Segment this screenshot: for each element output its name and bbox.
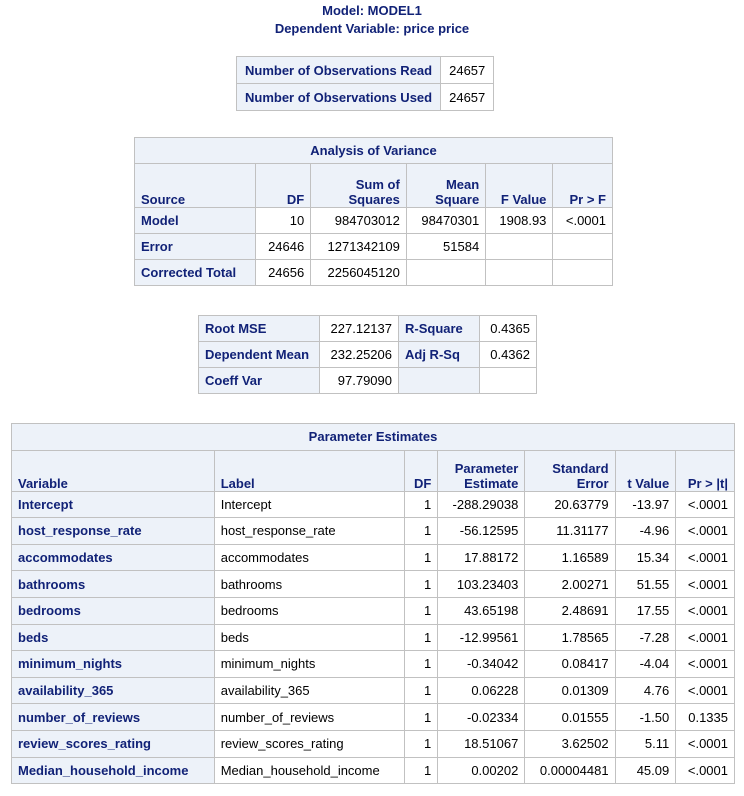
param-df: 1: [404, 677, 438, 704]
param-standard-error: 3.62502: [525, 730, 615, 757]
param-standard-error: 0.08417: [525, 651, 615, 678]
fit-value: 227.12137: [320, 316, 399, 342]
anova-df: 10: [256, 208, 311, 234]
param-p-value: <.0001: [676, 518, 735, 545]
fit-statistics-table: [198, 315, 537, 394]
table-row: [12, 651, 735, 678]
table-row: [135, 234, 613, 260]
titles-block: [0, 2, 744, 38]
param-p-value: <.0001: [676, 677, 735, 704]
param-p-value: <.0001: [676, 544, 735, 571]
param-standard-error: 0.01555: [525, 704, 615, 731]
param-df: 1: [404, 730, 438, 757]
anova-ss: 1271342109: [311, 234, 407, 260]
fit-value: 0.4362: [480, 342, 537, 368]
param-standard-error: 0.01309: [525, 677, 615, 704]
param-standard-error: 1.78565: [525, 624, 615, 651]
col-header-standard-error: Standard Error: [525, 450, 615, 491]
param-t-value: 15.34: [615, 544, 676, 571]
table-row: [237, 84, 494, 111]
table-row: [199, 342, 537, 368]
param-estimate: 0.06228: [438, 677, 525, 704]
fit-label: Root MSE: [199, 316, 320, 342]
param-estimate: 43.65198: [438, 597, 525, 624]
param-variable: host_response_rate: [12, 518, 215, 545]
table-row: [199, 316, 537, 342]
param-t-value: -1.50: [615, 704, 676, 731]
obs-used-value: 24657: [441, 84, 494, 111]
anova-p: [553, 234, 613, 260]
param-standard-error: 0.00004481: [525, 757, 615, 784]
table-caption-row: [12, 424, 735, 451]
table-row: [12, 730, 735, 757]
param-t-value: 17.55: [615, 597, 676, 624]
param-label: beds: [214, 624, 404, 651]
param-variable: beds: [12, 624, 215, 651]
param-variable: bathrooms: [12, 571, 215, 598]
param-t-value: -4.96: [615, 518, 676, 545]
param-estimate: 103.23403: [438, 571, 525, 598]
param-p-value: <.0001: [676, 624, 735, 651]
col-header-mean-square: Mean Square: [406, 164, 485, 208]
param-variable: minimum_nights: [12, 651, 215, 678]
param-df: 1: [404, 518, 438, 545]
param-df: 1: [404, 624, 438, 651]
obs-read-value: 24657: [441, 57, 494, 84]
table-header-row: [12, 450, 735, 491]
param-standard-error: 2.00271: [525, 571, 615, 598]
param-estimate: 0.00202: [438, 757, 525, 784]
col-header-source: Source: [135, 164, 256, 208]
param-label: accommodates: [214, 544, 404, 571]
anova-ms: 51584: [406, 234, 485, 260]
param-t-value: 51.55: [615, 571, 676, 598]
param-df: 1: [404, 597, 438, 624]
param-t-value: 45.09: [615, 757, 676, 784]
param-p-value: <.0001: [676, 730, 735, 757]
anova-f: [486, 234, 553, 260]
table-header-row: [135, 164, 613, 208]
param-standard-error: 2.48691: [525, 597, 615, 624]
observations-table: [236, 56, 494, 111]
anova-df: 24656: [256, 260, 311, 286]
col-header-df: DF: [404, 450, 438, 491]
anova-source: Error: [135, 234, 256, 260]
obs-read-label: Number of Observations Read: [237, 57, 441, 84]
table-row: [12, 624, 735, 651]
param-t-value: 5.11: [615, 730, 676, 757]
param-estimate: -0.34042: [438, 651, 525, 678]
param-t-value: 4.76: [615, 677, 676, 704]
param-p-value: <.0001: [676, 597, 735, 624]
parameter-estimates-caption: Parameter Estimates: [12, 424, 735, 451]
fit-label: [399, 368, 480, 394]
anova-f: 1908.93: [486, 208, 553, 234]
anova-ss: 2256045120: [311, 260, 407, 286]
param-df: 1: [404, 704, 438, 731]
table-row: [12, 544, 735, 571]
param-standard-error: 20.63779: [525, 491, 615, 518]
col-header-f-value: F Value: [486, 164, 553, 208]
col-header-pr-f: Pr > F: [553, 164, 613, 208]
col-header-df: DF: [256, 164, 311, 208]
param-variable: Intercept: [12, 491, 215, 518]
anova-table: [134, 137, 613, 286]
param-t-value: -7.28: [615, 624, 676, 651]
param-variable: number_of_reviews: [12, 704, 215, 731]
param-estimate: -288.29038: [438, 491, 525, 518]
param-label: host_response_rate: [214, 518, 404, 545]
param-variable: availability_365: [12, 677, 215, 704]
anova-ms: [406, 260, 485, 286]
param-standard-error: 11.31177: [525, 518, 615, 545]
param-df: 1: [404, 491, 438, 518]
param-label: availability_365: [214, 677, 404, 704]
param-df: 1: [404, 757, 438, 784]
col-header-label: Label: [214, 450, 404, 491]
table-row: [12, 518, 735, 545]
anova-f: [486, 260, 553, 286]
table-row: [199, 368, 537, 394]
table-row: [135, 208, 613, 234]
fit-value: 232.25206: [320, 342, 399, 368]
fit-label: Coeff Var: [199, 368, 320, 394]
parameter-estimates-table: [11, 423, 735, 784]
anova-source: Corrected Total: [135, 260, 256, 286]
param-label: Median_household_income: [214, 757, 404, 784]
param-df: 1: [404, 544, 438, 571]
anova-p: [553, 260, 613, 286]
fit-value: 97.79090: [320, 368, 399, 394]
param-p-value: <.0001: [676, 757, 735, 784]
table-row: [12, 704, 735, 731]
col-header-parameter-estimate: Parameter Estimate: [438, 450, 525, 491]
table-row: [12, 597, 735, 624]
table-row: [12, 757, 735, 784]
table-row: [12, 571, 735, 598]
param-estimate: -12.99561: [438, 624, 525, 651]
anova-ms: 98470301: [406, 208, 485, 234]
table-row: [237, 57, 494, 84]
param-standard-error: 1.16589: [525, 544, 615, 571]
param-t-value: -13.97: [615, 491, 676, 518]
col-header-variable: Variable: [12, 450, 215, 491]
param-estimate: 18.51067: [438, 730, 525, 757]
fit-value: 0.4365: [480, 316, 537, 342]
param-t-value: -4.04: [615, 651, 676, 678]
anova-source: Model: [135, 208, 256, 234]
param-p-value: <.0001: [676, 491, 735, 518]
fit-label: Adj R-Sq: [399, 342, 480, 368]
param-df: 1: [404, 571, 438, 598]
table-caption-row: [135, 138, 613, 164]
param-variable: bedrooms: [12, 597, 215, 624]
param-estimate: -0.02334: [438, 704, 525, 731]
fit-label: Dependent Mean: [199, 342, 320, 368]
param-estimate: 17.88172: [438, 544, 525, 571]
param-label: bedrooms: [214, 597, 404, 624]
param-label: number_of_reviews: [214, 704, 404, 731]
table-row: [135, 260, 613, 286]
param-df: 1: [404, 651, 438, 678]
dependent-variable-title: Dependent Variable: price price: [274, 21, 470, 36]
param-p-value: 0.1335: [676, 704, 735, 731]
table-row: [12, 677, 735, 704]
param-label: bathrooms: [214, 571, 404, 598]
param-p-value: <.0001: [676, 651, 735, 678]
col-header-sum-of-squares: Sum of Squares: [311, 164, 407, 208]
fit-label: R-Square: [399, 316, 480, 342]
param-variable: review_scores_rating: [12, 730, 215, 757]
anova-caption: Analysis of Variance: [135, 138, 613, 164]
param-variable: Median_household_income: [12, 757, 215, 784]
param-variable: accommodates: [12, 544, 215, 571]
param-label: minimum_nights: [214, 651, 404, 678]
obs-used-label: Number of Observations Used: [237, 84, 441, 111]
param-label: review_scores_rating: [214, 730, 404, 757]
model-title: Model: MODEL1: [322, 3, 422, 18]
anova-ss: 984703012: [311, 208, 407, 234]
param-label: Intercept: [214, 491, 404, 518]
anova-p: <.0001: [553, 208, 613, 234]
fit-value: [480, 368, 537, 394]
col-header-pr-t: Pr > |t|: [676, 450, 735, 491]
col-header-t-value: t Value: [615, 450, 676, 491]
anova-df: 24646: [256, 234, 311, 260]
param-estimate: -56.12595: [438, 518, 525, 545]
table-row: [12, 491, 735, 518]
param-p-value: <.0001: [676, 571, 735, 598]
